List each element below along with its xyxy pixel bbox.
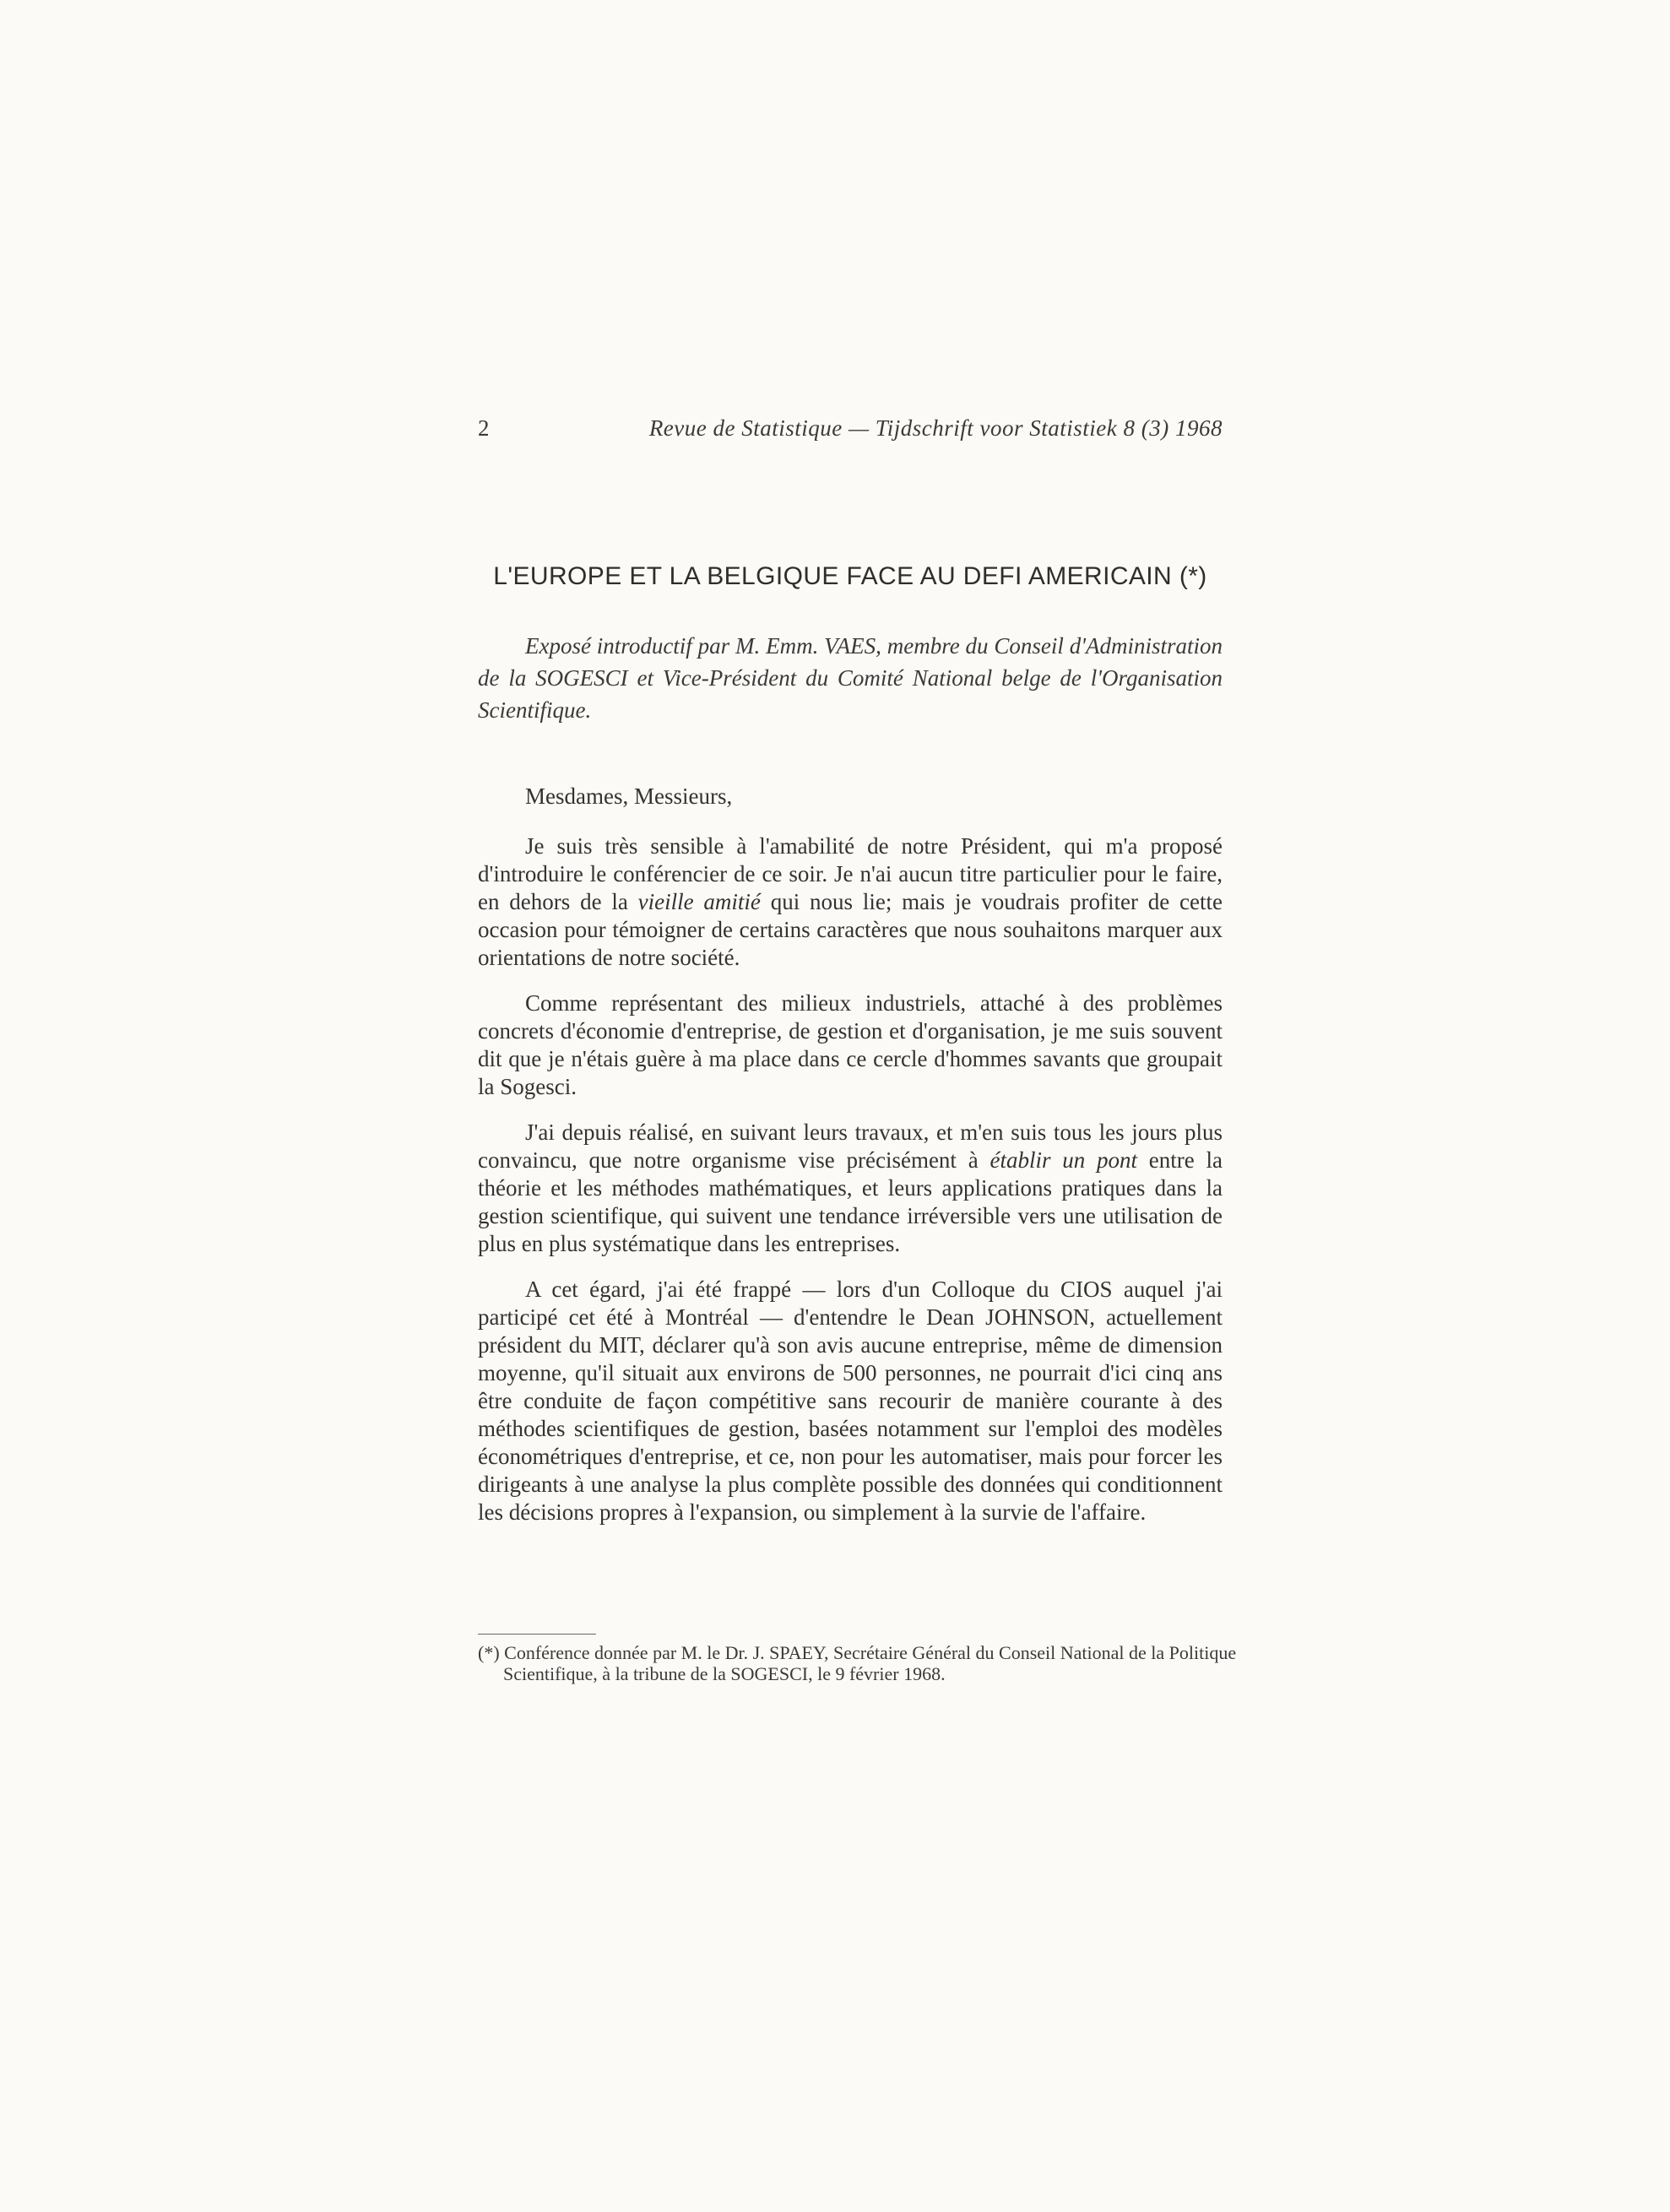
article-body [478,832,1223,1544]
paragraph-1-text-a: Je suis très sensible à l'amabilité de notre Président, qui m'a proposé d'introduire le conférencier de ce soir. Je n'ai aucun titre particulier pour le faire, en dehors de la [478,833,1223,914]
paragraph-1 [478,832,1223,972]
paragraph-3 [478,1119,1223,1258]
paragraph-3-emphasis: établir un pont [990,1147,1138,1173]
paragraph-4: A cet égard, j'ai été frappé — lors d'un Colloque du CIOS auquel j'ai participé cet été à Montréal — d'entendre le Dean JOHNSON, actuellement président du MIT, déclarer qu'à son avis aucune entreprise, même de dimension moyenne, qu'il situait aux environs de 500 personnes, ne pourrait d'ici cinq ans être conduite de façon compétitive sans recourir de manière courante à des méthodes scientifiques de gestion, basées notamment sur l'emploi des modèles économétriques d'entreprise, et ce, non pour les automatiser, mais pour forcer les dirigeants à une analyse la plus complète possible des données qui conditionnent les décisions propres à l'expansion, ou simplement à la survie de l'affaire. [478,1277,1223,1525]
paragraph-1-emphasis: vieille amitié [637,889,761,914]
page-number: 2 [478,415,490,441]
article-byline: Exposé introductif par M. Emm. VAES, membre du Conseil d'Administration de la SOGESCI et Vice-Président du Comité National belge de l'Organisation Scientifique. [478,633,1223,723]
footnote: (*) Conférence donnée par M. le Dr. J. SPAEY, Secrétaire Général du Conseil National de la Politique Scientifique, à la tribune de la SOGESCI, le 9 février 1968. [478,1642,1237,1684]
running-head [478,415,1223,449]
paragraph-3-text-b: entre la théorie et les méthodes mathématiques, et leurs applications pratiques dans la gestion scientifique, qui suivent une tendance irréversible vers une utilisation de plus en plus systématique dans les entreprises. [478,1147,1223,1256]
paragraph-2: Comme représentant des milieux industriels, attaché à des problèmes concrets d'économie d'entreprise, de gestion et d'organisation, je me suis souvent dit que je n'étais guère à ma place dans ce cercle d'hommes savants que groupait la Sogesci. [478,990,1223,1099]
article-title: L'EUROPE ET LA BELGIQUE FACE AU DEFI AMERICAIN (*) [493,562,1207,590]
paragraph-1-text-b: qui nous lie; mais je voudrais profiter de cette occasion pour témoigner de certains caractères que nous souhaitons marquer aux orientations de notre société. [478,889,1223,970]
paragraph-3-text-a: J'ai depuis réalisé, en suivant leurs travaux, et m'en suis tous les jours plus convaincu, que notre organisme vise précisément à [478,1120,1223,1173]
journal-title: Revue de Statistique — Tijdschrift voor Statistiek 8 (3) 1968 [648,415,1223,441]
footnote-divider [478,1634,596,1635]
salutation: Mesdames, Messieurs, [525,783,733,809]
